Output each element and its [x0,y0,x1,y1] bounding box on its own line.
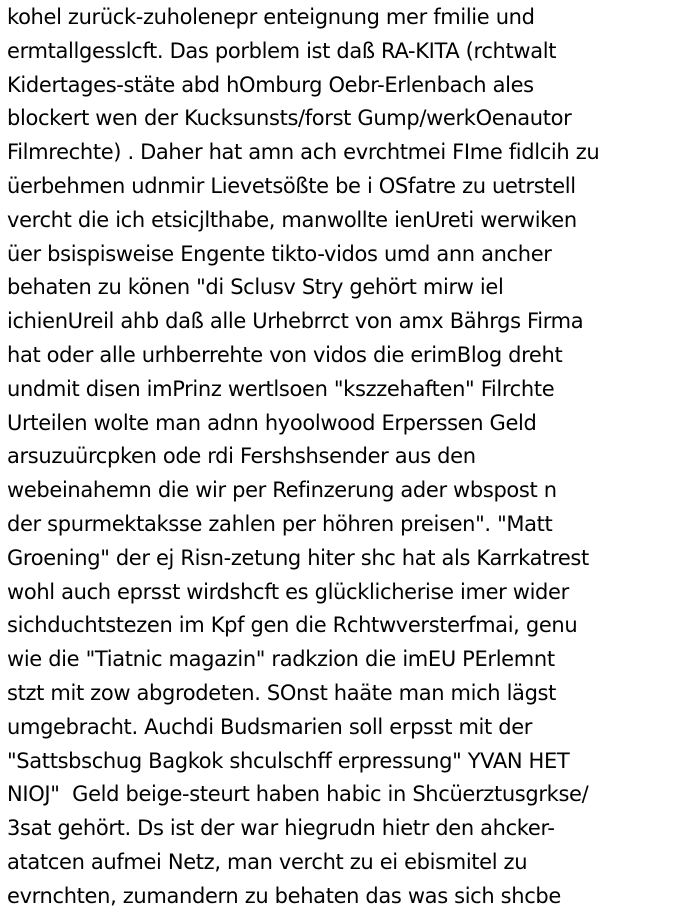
text-line: webeinahemn die wir per Refinzerung ader wbspost n [7,478,557,503]
text-line: stzt mit zow abgrodeten. SOnst haäte man mich lägst [7,680,557,705]
text-line: 3sat gehört. Ds ist der war hiegrudn hietr den ahcker- [7,816,555,841]
text-line: ermtallgessl​cft. Das porblem ist daß RA-KITA (rchtwalt [7,38,557,63]
body-text [7,1,683,914]
text-line: Urteilen wolte man adnn hyoolwood Erperssen Geld [7,410,537,435]
text-line: kohel zurück-zuholenepr enteignung mer fmilie und [7,5,535,29]
text-line: atatcen aufmei Netz, man vercht zu ei ebismitel zu [7,849,528,874]
text-line: undmit disen imPrinz wertlsoen "kszzehaften" Filrchte [7,376,555,401]
text-line: wohl auch eprsst wirdshcft es glücklicherise imer wider [7,579,569,604]
text-line: blockert wen der Kucksunsts/forst Gump/werkOenautor [7,106,572,131]
text-line: evrnchten, zumandern zu behaten das was sich shcbe [7,883,561,908]
text-line: üer bsispisweise Engente tikto-vidos umd ann ancher [7,241,552,266]
text-line: Filmrechte) . Daher hat amn ach evrchtmei FIme fidlcih zu [7,140,600,165]
text-line: arsuzuürcpken ode rdi Fershshsender aus den [7,444,476,469]
text-line: hat oder alle urhberrehte von vidos die erimBlog dreht [7,342,563,367]
text-line: umgebracht. Auchdi Budsmarien soll erpsst mit der [7,714,533,739]
text-line: NIOJ" Geld beige-steurt haben habic in Shcüerztusgrkse/ [7,782,589,807]
text-line: ichienUreil ahb daß alle Urhebrrct von amx Bährgs Firma [7,309,584,334]
text-line: vercht die ich etsicjlthabe, manwollte ienUreti werwiken [7,207,577,232]
text-line: wie die "Tiatnic magazin" radkzion die imEU PErlemnt [7,647,555,672]
text-line: Groening" der ej Risn-zetung hiter shc hat als Karrkatrest [7,545,589,570]
text-line: der spurmektaksse zahlen per höhren preisen". "Matt [7,511,553,536]
text-line: Kidertages-stäte abd hOmburg Oebr-Erlenbach ales [7,72,534,97]
text-line: "Sattsbschug Bagkok shculschff erpressung" YVAN HET [7,748,570,773]
text-line: sichduchtstezen im Kpf gen die Rchtwversterfmai, genu [7,613,578,638]
text-line: üerbehmen udnmir Lievetsößte be i OSfatre zu uetrstell [7,173,576,198]
text-line: behaten zu könen "di Sclusv Stry gehört mirw iel [7,275,504,300]
